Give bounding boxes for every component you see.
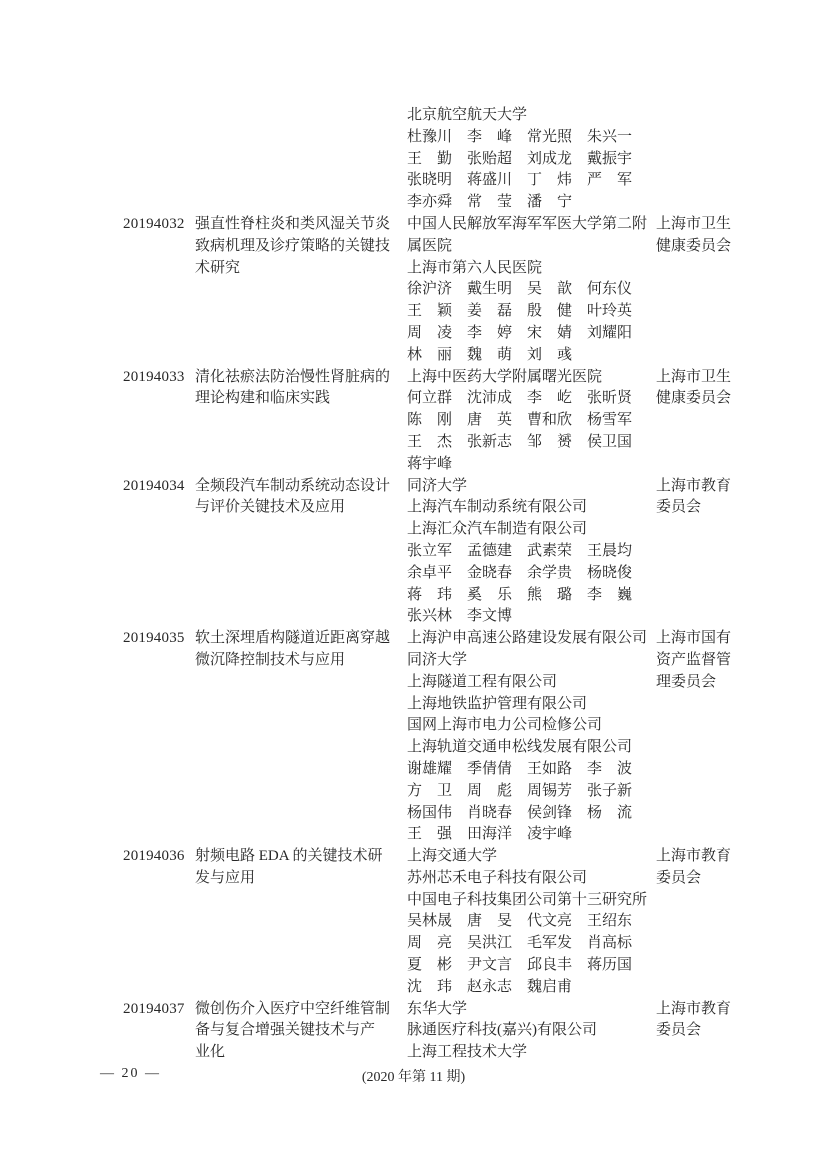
project-title-line: 备与复合增强关键技术与产	[195, 1022, 376, 1039]
project-title	[195, 367, 407, 411]
org-or-person-line: 王 勤 张贻超 刘成龙 戴振宇	[407, 150, 633, 167]
project-id: 20194032	[123, 215, 185, 232]
project-id: 20194035	[123, 630, 185, 647]
org-or-person-line: 上海市第六人民医院	[407, 259, 543, 276]
project-title-line: 理论构建和临床实践	[195, 390, 331, 407]
org-or-person-line: 北京航空航天大学	[407, 107, 528, 123]
recommender-line: 委员会	[656, 869, 702, 886]
org-or-person-line: 张立军 孟德建 武素荣 王晨均	[407, 542, 633, 559]
table-row	[123, 214, 751, 367]
org-and-people	[407, 105, 656, 214]
org-or-person-line: 余卓平 金晓春 余学贵 杨晓俊	[407, 564, 633, 581]
org-or-person-line: 上海隧道工程有限公司	[407, 673, 558, 690]
org-or-person-line: 上海沪申高速公路建设发展有限公司	[407, 630, 648, 647]
project-title	[195, 846, 407, 890]
project-id: 20194034	[123, 477, 185, 494]
org-or-person-line: 上海地铁监护管理有限公司	[407, 695, 588, 712]
org-or-person-line: 方 卫 周 彪 周锡芳 张子新	[407, 782, 633, 799]
org-or-person-line: 上海汇众汽车制造有限公司	[407, 521, 588, 538]
recommender-line: 上海市国有	[656, 630, 732, 647]
org-or-person-line: 中国人民解放军海军军医大学第二附	[407, 215, 648, 232]
recommender-line: 上海市卫生	[656, 215, 732, 232]
recommender	[656, 628, 751, 693]
project-id: 20194036	[123, 848, 185, 865]
table-row	[123, 846, 751, 999]
project-title-line: 微沉降控制技术与应用	[195, 651, 346, 668]
recommender	[656, 999, 751, 1043]
org-or-person-line: 夏 彬 尹文言 邱良丰 蒋历国	[407, 957, 633, 974]
issue-label: (2020 年第 11 期)	[361, 1070, 466, 1085]
recommender-line: 理委员会	[656, 673, 717, 690]
recommender	[656, 367, 751, 411]
recommender	[656, 846, 751, 890]
project-title	[195, 628, 407, 672]
org-or-person-line: 吴林晟 唐 旻 代文亮 王绍东	[407, 913, 633, 930]
org-or-person-line: 上海工程技术大学	[407, 1044, 528, 1061]
org-or-person-line: 蒋 玮 奚 乐 熊 璐 李 巍	[407, 586, 633, 603]
org-and-people	[407, 476, 656, 629]
org-or-person-line: 杨国伟 肖晓春 侯剑锋 杨 流	[407, 804, 633, 821]
org-or-person-line: 王 强 田海洋 凌宇峰	[407, 826, 573, 843]
project-title-line: 与评价关键技术及应用	[195, 499, 346, 516]
recommender-line: 健康委员会	[656, 390, 732, 407]
project-title-line: 软土深埋盾构隧道近距离穿越	[195, 630, 391, 647]
table-row	[123, 367, 751, 476]
page-number: — 20 —	[100, 1066, 161, 1081]
org-and-people	[407, 846, 656, 999]
org-and-people	[407, 999, 656, 1064]
org-or-person-line: 同济大学	[407, 651, 468, 668]
org-or-person-line: 国网上海市电力公司检修公司	[407, 717, 603, 734]
org-or-person-line: 属医院	[407, 237, 453, 254]
org-or-person-line: 徐沪济 戴生明 吴 歆 何东仪	[407, 281, 633, 298]
org-or-person-line: 苏州芯禾电子科技有限公司	[407, 869, 588, 886]
project-title-line: 术研究	[195, 259, 241, 276]
recommender-line: 上海市教育	[656, 477, 732, 494]
org-or-person-line: 王 颖 姜 磊 殷 健 叶玲英	[407, 303, 633, 320]
project-title	[195, 214, 407, 279]
org-or-person-line: 杜豫川 李 峰 常光照 朱兴一	[407, 128, 633, 145]
org-or-person-line: 林 丽 魏 萌 刘 彧	[407, 346, 573, 363]
org-or-person-line: 谢雄耀 季倩倩 王如路 李 波	[407, 760, 633, 777]
org-and-people	[407, 628, 656, 846]
recommender-line: 上海市教育	[656, 1000, 732, 1017]
project-title	[195, 999, 407, 1064]
recommender-line: 健康委员会	[656, 237, 732, 254]
recommender-line: 委员会	[656, 1022, 702, 1039]
org-or-person-line: 上海轨道交通申松线发展有限公司	[407, 739, 633, 756]
org-or-person-line: 陈 刚 唐 英 曹和欣 杨雪军	[407, 412, 633, 429]
project-title-line: 发与应用	[195, 869, 256, 886]
org-or-person-line: 周 凌 李 婷 宋 婧 刘耀阳	[407, 324, 633, 341]
project-title-line: 强直性脊柱炎和类风湿关节炎	[195, 215, 391, 232]
project-title-line: 清化祛瘀法防治慢性肾脏病的	[195, 368, 391, 385]
org-or-person-line: 中国电子科技集团公司第十三研究所	[407, 891, 648, 908]
org-or-person-line: 周 亮 吴洪江 毛军发 肖高标	[407, 935, 633, 952]
table-row	[123, 476, 751, 629]
project-id: 20194033	[123, 368, 185, 385]
org-or-person-line: 东华大学	[407, 1000, 468, 1017]
table-row	[123, 999, 751, 1064]
org-or-person-line: 沈 玮 赵永志 魏启甫	[407, 978, 573, 995]
recommender	[656, 214, 751, 258]
org-or-person-line: 上海中医药大学附属曙光医院	[407, 368, 603, 385]
project-title	[195, 476, 407, 520]
project-id: 20194037	[123, 1000, 185, 1017]
org-or-person-line: 蒋宇峰	[407, 455, 453, 472]
project-title-line: 业化	[195, 1044, 226, 1061]
project-title-line: 致病机理及诊疗策略的关键技	[195, 237, 391, 254]
project-title-line: 微创伤介入医疗中空纤维管制	[195, 1000, 391, 1017]
org-or-person-line: 上海交通大学	[407, 848, 498, 865]
org-or-person-line: 王 杰 张新志 邹 赟 侯卫国	[407, 433, 633, 450]
org-or-person-line: 上海汽车制动系统有限公司	[407, 499, 588, 516]
recommender-line: 上海市教育	[656, 848, 732, 865]
project-title-line: 射频电路 EDA 的关键技术研	[195, 848, 383, 865]
org-and-people	[407, 367, 656, 476]
table-row	[123, 105, 751, 214]
award-table	[123, 105, 751, 1064]
org-or-person-line: 李亦舜 常 莹 潘 宁	[407, 194, 573, 211]
recommender	[656, 476, 751, 520]
project-title-line: 全频段汽车制动系统动态设计	[195, 477, 391, 494]
org-or-person-line: 张兴林 李文博	[407, 608, 513, 625]
recommender-line: 资产监督管	[656, 651, 732, 668]
org-or-person-line: 张晓明 蒋盛川 丁 炜 严 军	[407, 172, 633, 189]
org-or-person-line: 何立群 沈沛成 李 屹 张昕贤	[407, 390, 633, 407]
recommender-line: 委员会	[656, 499, 702, 516]
org-and-people	[407, 214, 656, 367]
org-or-person-line: 脉通医疗科技(嘉兴)有限公司	[407, 1022, 597, 1039]
table-row	[123, 628, 751, 846]
org-or-person-line: 同济大学	[407, 477, 468, 494]
recommender-line: 上海市卫生	[656, 368, 732, 385]
